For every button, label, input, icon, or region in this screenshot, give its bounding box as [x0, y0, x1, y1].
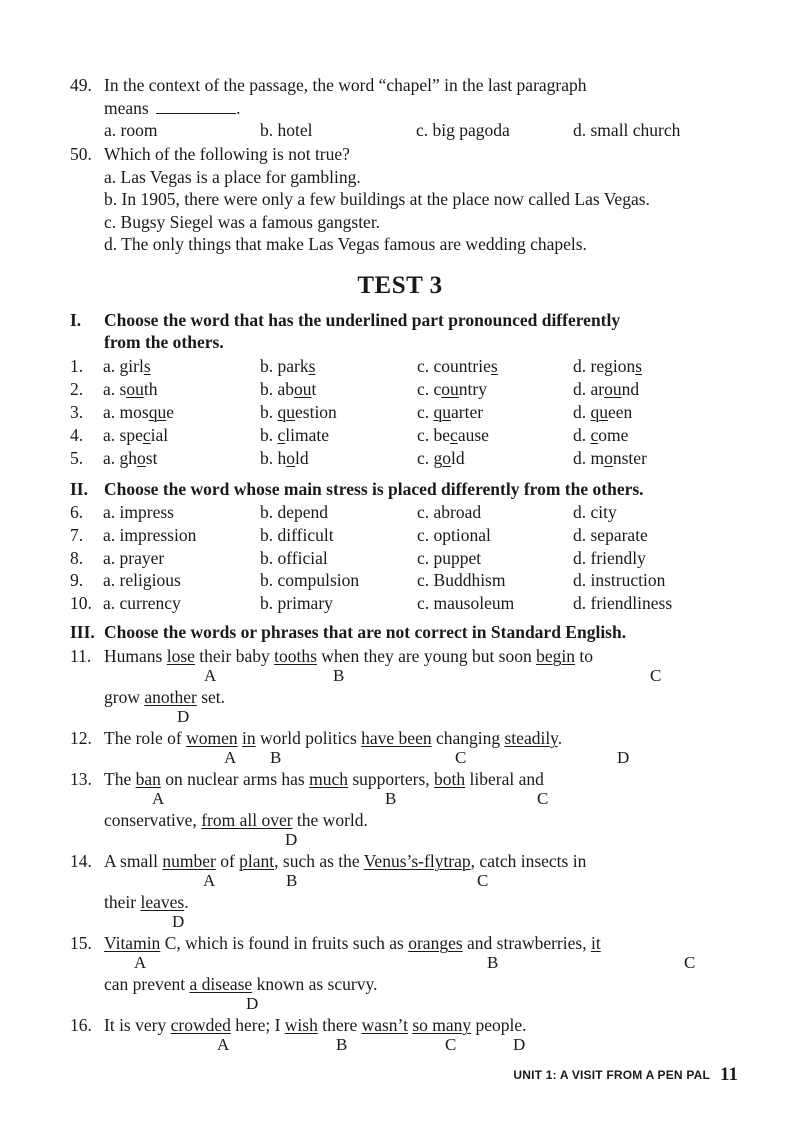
- underlined-part-c[interactable]: both: [434, 769, 466, 789]
- question-row: [70, 592, 770, 614]
- text: people.: [471, 1015, 527, 1035]
- text: the world.: [292, 810, 368, 830]
- question-number: 50.: [70, 144, 92, 164]
- underlined-part: o: [137, 448, 146, 468]
- answer-option[interactable]: [417, 378, 487, 400]
- option-text: ld: [295, 448, 309, 468]
- answer-blank[interactable]: [156, 98, 236, 114]
- underlined-part-d[interactable]: steadily: [504, 728, 558, 748]
- question-number: 5.: [70, 448, 84, 468]
- underlined-part: qu: [590, 402, 608, 422]
- question-number: 7.: [70, 525, 84, 545]
- answer-option[interactable]: b. primary: [260, 593, 333, 613]
- underlined-part: c: [450, 425, 458, 445]
- question-text: means: [104, 98, 149, 118]
- question-14: [70, 850, 586, 872]
- answer-option[interactable]: d. city: [573, 502, 617, 522]
- section-1-heading: [70, 309, 620, 331]
- text: grow: [104, 687, 145, 707]
- text: It is very: [104, 1015, 171, 1035]
- section-number: II.: [70, 479, 88, 499]
- question-12: [70, 727, 562, 749]
- option-text: b. h: [260, 448, 287, 468]
- letter-b: B: [487, 953, 499, 972]
- text: A small: [104, 851, 163, 871]
- letter-b: B: [333, 666, 345, 685]
- question-49-line2: [104, 97, 240, 119]
- answer-option[interactable]: [573, 401, 632, 423]
- option-text: ld: [451, 448, 465, 468]
- text: liberal and: [465, 769, 544, 789]
- underlined-part-a[interactable]: ban: [135, 769, 161, 789]
- letter-c: C: [477, 871, 489, 890]
- underlined-part: ou: [604, 379, 622, 399]
- underlined-part-a[interactable]: lose: [166, 646, 195, 666]
- answer-option[interactable]: b. depend: [260, 502, 329, 522]
- option-text: b.: [260, 402, 278, 422]
- test-title: TEST 3: [357, 272, 443, 299]
- underlined-part-c[interactable]: Venus’s-flytrap: [363, 851, 471, 871]
- answer-option[interactable]: [417, 424, 489, 446]
- text: when they are young but soon: [316, 646, 537, 666]
- letter-a: A: [204, 666, 217, 685]
- question-15: [70, 932, 601, 954]
- letter-c: C: [455, 748, 467, 767]
- answer-option[interactable]: b. compulsion: [260, 570, 360, 590]
- question-number: 8.: [70, 548, 84, 568]
- underlined-part-b[interactable]: much: [309, 769, 348, 789]
- question-14-line2: [104, 891, 189, 913]
- text: known as scurvy.: [252, 974, 378, 994]
- underlined-part: ou: [294, 379, 312, 399]
- answer-option[interactable]: a. prayer: [103, 548, 165, 568]
- text: C, which is found in fruits such as: [160, 933, 409, 953]
- question-row: [70, 355, 770, 377]
- letter-b: B: [270, 748, 282, 767]
- answer-option[interactable]: a. impress: [103, 502, 174, 522]
- letter-c: C: [650, 666, 662, 685]
- text: world politics: [255, 728, 362, 748]
- underlined-part: c: [590, 425, 599, 445]
- underlined-part: ou: [126, 379, 144, 399]
- letter-d: D: [285, 830, 298, 849]
- question-50: [70, 143, 350, 165]
- option-text: b. ab: [260, 379, 295, 399]
- letter-b: B: [385, 789, 397, 808]
- text: supporters,: [347, 769, 435, 789]
- question-number: 14.: [70, 851, 92, 871]
- question-text: Which of the following is not true?: [104, 144, 350, 164]
- answer-option[interactable]: [417, 447, 465, 469]
- answer-option[interactable]: c. abroad: [417, 502, 482, 522]
- text: here; I: [230, 1015, 285, 1035]
- underlined-part-b[interactable]: wish: [284, 1015, 318, 1035]
- section-number: III.: [70, 622, 95, 642]
- question-number: 9.: [70, 570, 84, 590]
- answer-option[interactable]: [260, 355, 315, 377]
- letter-a: A: [134, 953, 147, 972]
- answer-option[interactable]: [260, 401, 337, 423]
- underlined-part-b[interactable]: tooths: [274, 646, 317, 666]
- option-text: ome: [598, 425, 629, 445]
- option-b: b. hotel: [260, 120, 313, 140]
- answer-option[interactable]: b. difficult: [260, 525, 334, 545]
- text: The: [104, 769, 136, 789]
- text: The role of: [104, 728, 187, 748]
- answer-option[interactable]: [103, 378, 157, 400]
- option-text: c. c: [417, 379, 442, 399]
- letter-c: C: [684, 953, 696, 972]
- option-text: ial: [150, 425, 169, 445]
- option-text: d.: [573, 402, 591, 422]
- answer-option[interactable]: [417, 401, 483, 423]
- question-number: 2.: [70, 379, 84, 399]
- answer-option[interactable]: d. friendliness: [573, 593, 673, 613]
- question-number: 3.: [70, 402, 84, 422]
- option-c: c. big pagoda: [416, 120, 510, 140]
- option-text: d. ar: [573, 379, 605, 399]
- answer-option[interactable]: [103, 447, 157, 469]
- letter-a: A: [152, 789, 165, 808]
- underlined-part: o: [604, 448, 613, 468]
- letter-d: D: [617, 748, 630, 767]
- letter-a: A: [203, 871, 216, 890]
- answer-option[interactable]: [260, 447, 309, 469]
- letter-d: D: [246, 994, 259, 1013]
- question-number: 10.: [70, 593, 92, 613]
- underlined-part: qu: [433, 402, 452, 422]
- question-13-line2: [104, 809, 368, 831]
- section-3-heading: [70, 621, 626, 643]
- question-row: [70, 524, 770, 546]
- question-number: 1.: [70, 356, 84, 376]
- text: conservative,: [104, 810, 202, 830]
- option-text: estion: [295, 402, 337, 422]
- underlined-part: s: [490, 356, 498, 376]
- underlined-part-a[interactable]: number: [162, 851, 216, 871]
- question-13: [70, 768, 544, 790]
- option-text: ause: [457, 425, 489, 445]
- question-row: [70, 424, 770, 446]
- section-number: I.: [70, 310, 82, 330]
- text: their baby: [194, 646, 275, 666]
- answer-option[interactable]: [573, 378, 639, 400]
- option-d: d. The only things that make Las Vegas famous are wedding chapels.: [104, 234, 587, 254]
- question-15-line2: [104, 973, 377, 995]
- underlined-part-a[interactable]: crowded: [170, 1015, 231, 1035]
- option-text: c. be: [417, 425, 451, 445]
- letter-c: C: [537, 789, 549, 808]
- question-number: 6.: [70, 502, 84, 522]
- section-2-heading: [70, 478, 644, 500]
- option-text: arter: [451, 402, 484, 422]
- question-11: [70, 645, 593, 667]
- option-text: st: [145, 448, 158, 468]
- answer-option[interactable]: a. impression: [103, 525, 197, 545]
- underlined-part-a[interactable]: Vitamin: [104, 933, 161, 953]
- page-footer: [513, 1064, 738, 1086]
- answer-option[interactable]: [573, 355, 642, 377]
- answer-option[interactable]: [573, 447, 647, 469]
- text: .: [557, 728, 563, 748]
- answer-option[interactable]: d. friendly: [573, 548, 646, 568]
- text: their: [104, 892, 141, 912]
- underlined-part: qu: [148, 402, 167, 422]
- underlined-part-d[interactable]: leaves: [140, 892, 185, 912]
- text: changing: [431, 728, 505, 748]
- answer-option[interactable]: [103, 401, 174, 423]
- text: and strawberries,: [462, 933, 591, 953]
- underlined-part-c[interactable]: it: [590, 933, 601, 953]
- question-11-line2: [104, 686, 225, 708]
- underlined-part: s: [308, 356, 316, 376]
- section-instruction: Choose the words or phrases that are not correct in Standard English.: [104, 622, 627, 642]
- option-c: c. Bugsy Siegel was a famous gangster.: [104, 212, 381, 232]
- question-49: [70, 74, 587, 96]
- underlined-part-c[interactable]: begin: [536, 646, 576, 666]
- question-row: [70, 378, 770, 400]
- text: on nuclear arms has: [160, 769, 310, 789]
- underlined-part: c: [277, 425, 286, 445]
- underlined-part-b[interactable]: oranges: [408, 933, 463, 953]
- underlined-part: o: [442, 448, 452, 468]
- option-text: a. spe: [103, 425, 143, 445]
- answer-option[interactable]: c. mausoleum: [417, 593, 515, 613]
- text: can prevent: [104, 974, 190, 994]
- answer-option[interactable]: [573, 424, 628, 446]
- text: to: [575, 646, 594, 666]
- option-text: a. mos: [103, 402, 149, 422]
- answer-option[interactable]: a. religious: [103, 570, 181, 590]
- underlined-part: o: [286, 448, 295, 468]
- text: , catch insects in: [470, 851, 587, 871]
- page-number: 11: [720, 1064, 738, 1085]
- answer-option[interactable]: d. instruction: [573, 570, 666, 590]
- letter-d: D: [513, 1035, 526, 1054]
- option-text: c. countrie: [417, 356, 491, 376]
- answer-option[interactable]: [103, 424, 168, 446]
- text: , such as the: [274, 851, 364, 871]
- option-text: th: [143, 379, 158, 399]
- question-number: 4.: [70, 425, 84, 445]
- text: of: [215, 851, 240, 871]
- question-text: In the context of the passage, the word “chapel” in the last paragraph: [104, 75, 587, 95]
- underlined-part-d[interactable]: another: [144, 687, 197, 707]
- question-number: 12.: [70, 728, 92, 748]
- option-text: ntry: [458, 379, 487, 399]
- option-text: nster: [612, 448, 647, 468]
- answer-option[interactable]: c. puppet: [417, 548, 482, 568]
- option-a: a. room: [104, 120, 158, 140]
- underlined-part-c[interactable]: wasn’t: [361, 1015, 408, 1035]
- letter-b: B: [286, 871, 298, 890]
- underlined-part: qu: [277, 402, 295, 422]
- answer-option[interactable]: c. Buddhism: [417, 570, 506, 590]
- answer-option[interactable]: a. currency: [103, 593, 181, 613]
- option-text: een: [608, 402, 633, 422]
- answer-option[interactable]: [417, 355, 498, 377]
- question-row: [70, 447, 770, 469]
- option-text: d. m: [573, 448, 605, 468]
- letter-a: A: [224, 748, 237, 767]
- text: .: [184, 892, 189, 912]
- answer-option[interactable]: [103, 355, 151, 377]
- underlined-part: c: [142, 425, 151, 445]
- underlined-part-a[interactable]: women: [186, 728, 238, 748]
- option-d: d. small church: [573, 120, 681, 140]
- question-number: 13.: [70, 769, 92, 789]
- option-text: b.: [260, 425, 278, 445]
- letter-b: B: [336, 1035, 348, 1054]
- option-text: a. girl: [103, 356, 144, 376]
- answer-option[interactable]: d. separate: [573, 525, 648, 545]
- answer-option[interactable]: [260, 424, 329, 446]
- question-row: [70, 547, 770, 569]
- answer-option[interactable]: b. official: [260, 548, 328, 568]
- letter-d: D: [177, 707, 190, 726]
- option-text: e: [166, 402, 174, 422]
- underlined-part-b[interactable]: plant: [239, 851, 275, 871]
- option-text: nd: [621, 379, 640, 399]
- letter-a: A: [217, 1035, 230, 1054]
- question-row: [70, 501, 770, 523]
- question-number: 11.: [70, 646, 92, 666]
- section-1-heading-line2: from the others.: [104, 332, 224, 352]
- question-16: [70, 1014, 527, 1036]
- option-text: c. g: [417, 448, 443, 468]
- answer-option[interactable]: c. optional: [417, 525, 491, 545]
- unit-title: UNIT 1: A VISIT FROM A PEN PAL: [513, 1068, 711, 1082]
- underlined-part-d[interactable]: a disease: [189, 974, 253, 994]
- punctuation: .: [236, 98, 241, 118]
- option-a: a. Las Vegas is a place for gambling.: [104, 167, 361, 187]
- question-row: [70, 401, 770, 423]
- option-text: limate: [285, 425, 330, 445]
- underlined-part-b[interactable]: in: [242, 728, 256, 748]
- underlined-part: s: [143, 356, 151, 376]
- underlined-part-c[interactable]: have been: [361, 728, 432, 748]
- option-text: a. s: [103, 379, 127, 399]
- question-number: 16.: [70, 1015, 92, 1035]
- text: Humans: [104, 646, 167, 666]
- question-number: 49.: [70, 75, 92, 95]
- option-text: a. gh: [103, 448, 138, 468]
- option-text: t: [311, 379, 317, 399]
- question-row: [70, 569, 770, 591]
- underlined-part: s: [635, 356, 643, 376]
- letter-d: D: [172, 912, 185, 931]
- underlined-part-d[interactable]: so many: [412, 1015, 472, 1035]
- option-text: b. park: [260, 356, 309, 376]
- letter-c: C: [445, 1035, 457, 1054]
- underlined-part-d[interactable]: from all over: [201, 810, 293, 830]
- answer-option[interactable]: [260, 378, 316, 400]
- option-text: d. region: [573, 356, 636, 376]
- text: set.: [196, 687, 226, 707]
- question-number: 15.: [70, 933, 92, 953]
- section-instruction: Choose the word whose main stress is placed differently from the others.: [104, 479, 644, 499]
- section-instruction: Choose the word that has the underlined part pronounced differently: [104, 310, 621, 330]
- option-text: d.: [573, 425, 591, 445]
- option-b: b. In 1905, there were only a few buildings at the place now called Las Vegas.: [104, 189, 650, 209]
- underlined-part: ou: [441, 379, 459, 399]
- option-text: c.: [417, 402, 434, 422]
- text: there: [317, 1015, 362, 1035]
